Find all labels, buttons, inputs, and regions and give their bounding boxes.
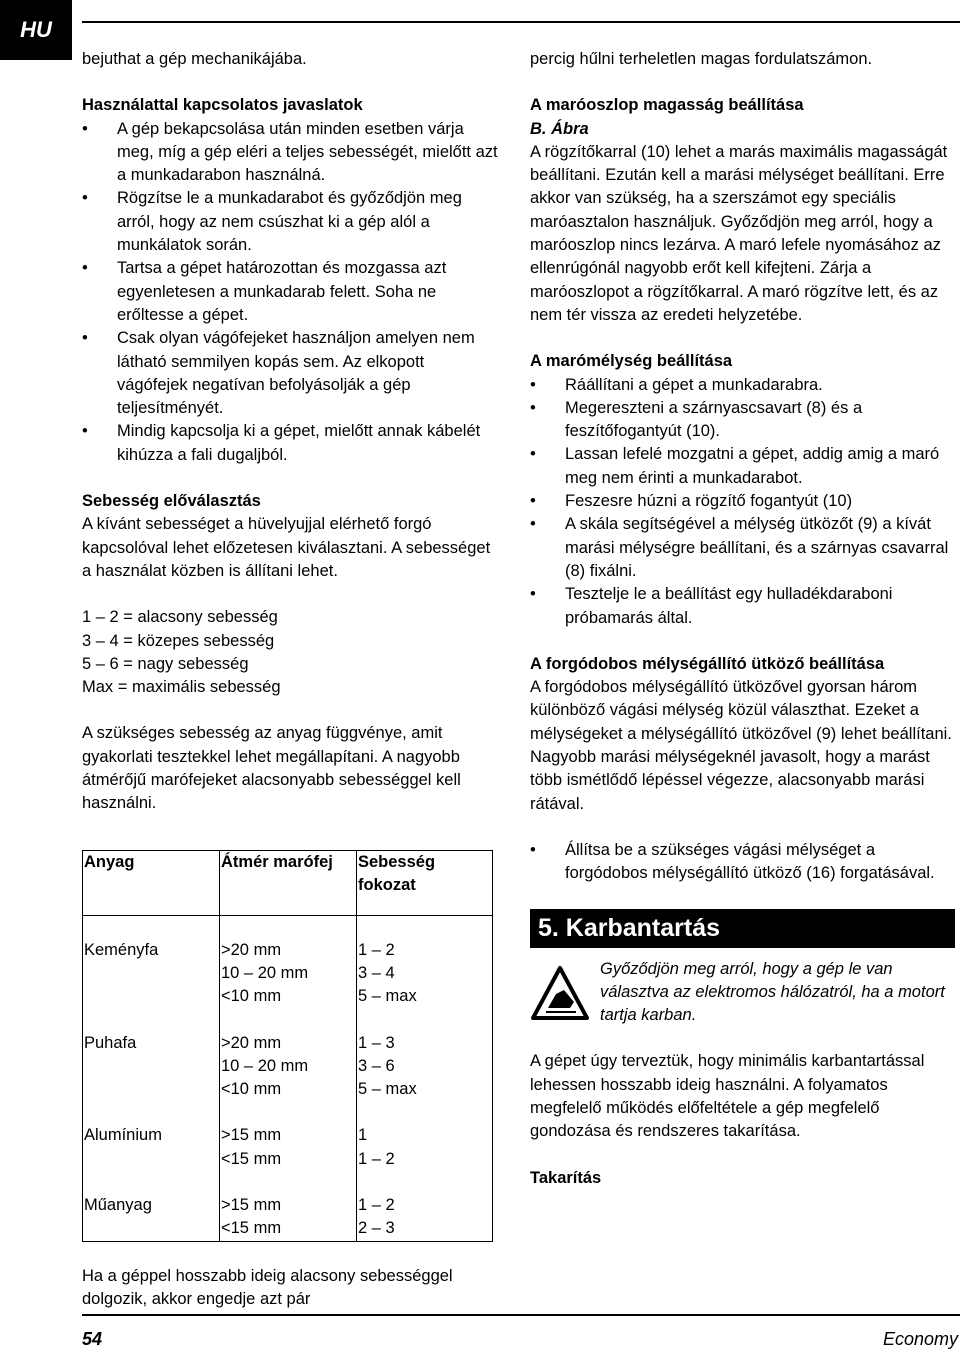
table-row	[83, 962, 493, 985]
speed-level: Max = maximális sebesség	[82, 678, 281, 697]
list-item: • Mindig kapcsolja ki a gépet, mielőtt annak kábelét kihúzza a fali dugaljból.	[82, 420, 498, 467]
depth-steps-list	[530, 374, 958, 630]
brand-name: Economy	[882, 1329, 958, 1349]
right-column	[530, 48, 958, 1190]
table-row	[83, 1217, 493, 1241]
depth-heading: A marómélység beállítása	[530, 352, 733, 371]
table-row	[83, 1055, 493, 1078]
speed-cell: 3 – 6	[358, 1056, 395, 1075]
material-cell: Alumínium	[83, 1124, 220, 1147]
list-item: • Megereszteni a szárnyascsavart (8) és a feszítőfogantyút (10).	[530, 397, 958, 444]
left-column	[82, 48, 498, 1311]
table-row	[83, 1032, 493, 1055]
speed-note: A szükséges sebesség az anyag függvénye, amit gyakorlati tesztekkel lehet megállapítani. A nagyobb átmérőjű marófejeket alacsonyabb sebességgel kell használni.	[82, 724, 461, 813]
list-item: • Tartsa a gépet határozottan és mozgassa azt egyenletesen a munkadarab felett. Soha ne erőltesse a gépet.	[82, 257, 498, 327]
table-header: Sebesség fokozat	[357, 850, 493, 915]
diameter-cell: >20 mm	[220, 1032, 357, 1055]
list-item: • Lassan lefelé mozgatni a gépet, addig amig a maró meg nem érinti a munkadarabot.	[530, 443, 958, 490]
list-item: • Tesztelje le a beállítást egy hulladékdaraboni próbamarás által.	[530, 583, 958, 630]
speed-level: 3 – 4 = közepes sebesség	[82, 631, 275, 650]
speed-table	[82, 850, 493, 1242]
speed-heading: Sebesség előválasztás	[82, 492, 261, 511]
turret-text: A forgódobos mélységállító ütközővel gyorsan három különböző vágási mélység közül választhat. Ezeket a mélységeket a mélységállító ütközővel (9) lehet beállítani.	[530, 678, 952, 743]
speed-cell: 2 – 3	[358, 1219, 395, 1238]
column-height-text: A rögzítőkarral (10) lehet a marás maximális magasságát beállítani. Ezután kell a marási mélységet beállítani. Erre akkor van szükség, ha a szerszámot egy speciális maróasztalon használjuk. Győződjön meg arról, hogy a maróoszlop nincs lezárva. A maró lefele nyomásához az ellenrúgónál nagyobb erőt kell kifejteni. Zárja a maróoszlopot a rögzítőkarral. A maró rögzítve lett, és az nem tér vissza az eredeti helyzetébe.	[530, 142, 948, 324]
figure-reference: B. Ábra	[530, 119, 589, 138]
list-item: • A gép bekapcsolása után minden esetben várja meg, míg a gép eléri a teljes sebességét, mielőtt azt a munkadarabon használná.	[82, 118, 498, 188]
table-header: Átmér marófej	[220, 850, 357, 915]
list-item: • A skála segítségével a mélység ütközőt (9) a kívát marási mélységre beállítani, és a szárnyas csavarral (8) fixálni.	[530, 513, 958, 583]
speed-cell: 1 – 2	[358, 1195, 395, 1214]
table-row	[83, 1078, 493, 1101]
table-row	[83, 1148, 493, 1171]
list-item: • Ráállítani a gépet a munkadarabra.	[530, 374, 958, 397]
table-row	[83, 1194, 493, 1217]
warning-block	[530, 958, 958, 1028]
speed-cell: 1 – 3	[358, 1033, 395, 1052]
header-rule	[82, 21, 960, 23]
list-item: • Csak olyan vágófejeket használjon amelyen nem látható semmilyen kopás sem. Az elkopott vágófejek negatívan befolyásolják a gép teljesítményét.	[82, 327, 498, 420]
diameter-cell: 10 – 20 mm	[220, 962, 357, 985]
list-item: • Feszesre húzni a rögzítő fogantyút (10)	[530, 490, 958, 513]
diameter-cell: >20 mm	[220, 939, 357, 962]
speed-text: A kívánt sebességet a hüvelyujjal elérhető forgó kapcsolóval lehet előzetesen kiválasztani. A sebességet a használat közben is állítani lehet.	[82, 515, 491, 580]
list-item: • Állítsa be a szükséges vágási mélységet a forgódobos mélységállító ütköző (16) forgatásával.	[530, 839, 958, 886]
warning-text: Győződjön meg arról, hogy a gép le van választva az elektromos hálózatról, ha a motort tartja karban.	[600, 959, 945, 1025]
speed-cell: 1 – 2	[358, 1149, 395, 1168]
material-cell: Keményfa	[83, 939, 220, 962]
warning-triangle-icon	[530, 964, 590, 1024]
list-item: • Rögzítse le a munkadarabot és győződjön meg arról, hogy az nem csúszhat ki a gép alól a munkálatok során.	[82, 187, 498, 257]
diameter-cell: 10 – 20 mm	[220, 1055, 357, 1078]
table-row	[83, 985, 493, 1008]
speed-cell: 5 – max	[358, 1080, 417, 1099]
speed-cell: 5 – max	[358, 987, 417, 1006]
tips-heading: Használattal kapcsolatos javaslatok	[82, 96, 363, 115]
maintenance-text: A gépet úgy terveztük, hogy minimális karbantartással lehessen hosszabb ideig használni. A folyamatos megfelelő működés előfeltétele a gép megfelelő gondozása és rendszeres takarítása.	[530, 1052, 925, 1141]
footer-rule	[82, 1314, 960, 1316]
column-height-heading: A maróoszlop magasság beállítása	[530, 96, 804, 115]
table-row	[83, 1124, 493, 1147]
diameter-cell: >15 mm	[220, 1124, 357, 1147]
table-header-row	[83, 850, 493, 915]
speed-cell: 3 – 4	[358, 963, 395, 982]
turret-list	[530, 839, 958, 886]
material-cell: Puhafa	[83, 1032, 220, 1055]
table-header: Anyag	[83, 850, 220, 915]
material-cell: Műanyag	[83, 1194, 220, 1217]
diameter-cell: <15 mm	[220, 1217, 357, 1241]
diameter-cell: <10 mm	[220, 1078, 357, 1101]
tips-list	[82, 118, 498, 467]
language-tab: HU	[0, 0, 72, 60]
cleaning-heading: Takarítás	[530, 1168, 602, 1187]
speed-level: 1 – 2 = alacsony sebesség	[82, 608, 278, 627]
closing-text: Ha a géppel hosszabb ideig alacsony sebességgel dolgozik, akkor engedje azt pár	[82, 1266, 453, 1308]
section-title: 5. Karbantartás	[530, 909, 955, 948]
table-row	[83, 939, 493, 962]
speed-cell: 1 – 2	[358, 940, 395, 959]
speed-cell: 1	[358, 1126, 368, 1145]
speed-level: 5 – 6 = nagy sebesség	[82, 654, 249, 673]
diameter-cell: <10 mm	[220, 985, 357, 1008]
page-number: 54	[82, 1329, 103, 1349]
turret-heading: A forgódobos mélységállító ütköző beállítása	[530, 654, 885, 673]
continued-text: percig hűlni terheletlen magas fordulatszámon.	[530, 50, 873, 68]
diameter-cell: <15 mm	[220, 1148, 357, 1171]
diameter-cell: >15 mm	[220, 1194, 357, 1217]
intro-text: bejuthat a gép mechanikájába.	[82, 50, 307, 68]
turret-text-2: Nagyobb marási mélységeknél javasolt, hogy a marást több ismétlődő lépéssel végezze, alacsonyabb marási rátával.	[530, 748, 930, 813]
